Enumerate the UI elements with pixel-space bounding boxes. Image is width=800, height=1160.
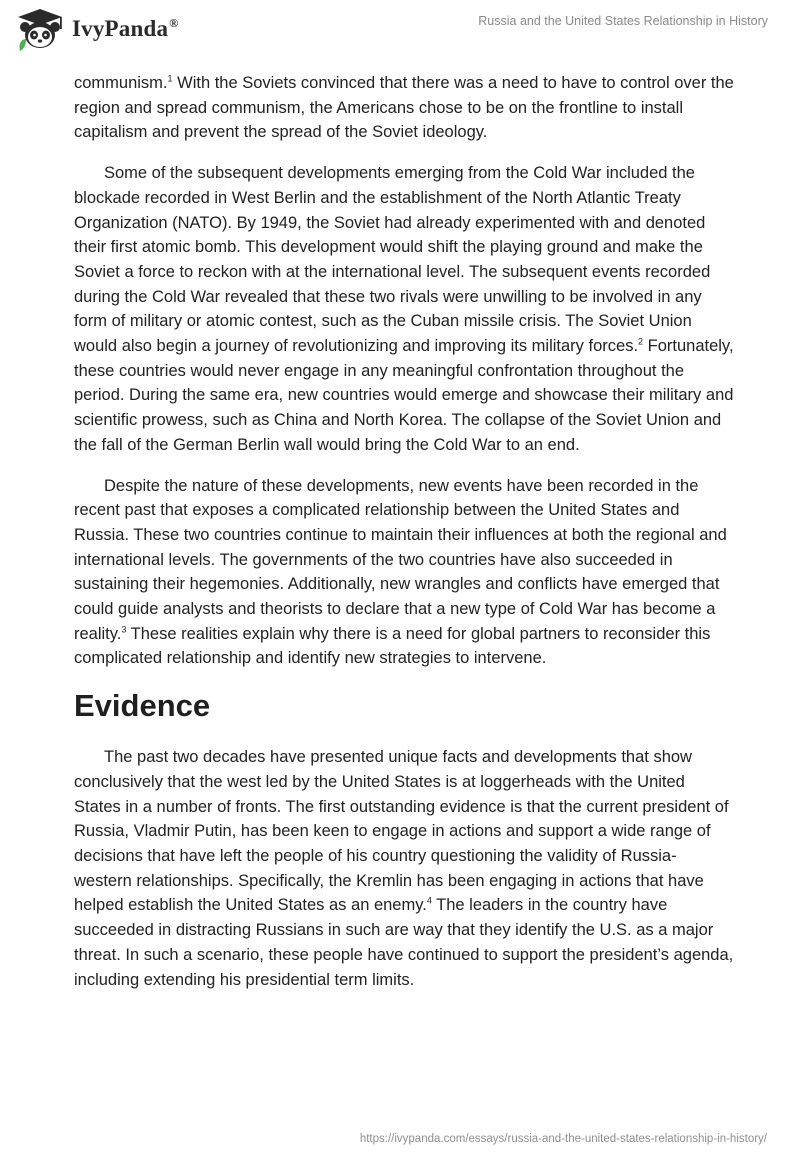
article-body bbox=[74, 71, 734, 1008]
brand-name: IvyPanda® bbox=[72, 16, 179, 41]
footnote-ref-1[interactable]: 1 bbox=[167, 73, 173, 84]
panda-graduate-logo-icon bbox=[14, 7, 66, 51]
paragraph-1: communism.$^1$ With the Soviets convinced that there was a need to have to control over the region and spread communism, the Americans chose to be on the frontline to install capitalism and prevent the spread of the Soviet ideology. bbox=[74, 73, 734, 142]
footnote-ref-4[interactable]: 4 bbox=[426, 895, 432, 906]
paragraph-3: Despite the nature of these developments, new events have been recorded in the recent past that exposes a complicated relationship between the United States and Russia. These two countries continue to maintain their influences at both the regional and international levels. The governments of the two countries have also succeeded in sustaining their hegemonies. Additionally, new wrangles and conflicts have emerged that could guide analysts and theorists to declare that a new type of Cold War has become a reality.$^3$ These realities explain why there is a need for global partners to reconsider this complicated relationship and identify new strategies to intervene. bbox=[74, 476, 727, 668]
document-title: Russia and the United States Relationship in History bbox=[478, 14, 768, 28]
paragraph-4: The past two decades have presented unique facts and developments that show conclusively that the west led by the United States is at loggerheads with the United States in a number of fronts. The first outstanding evidence is that the current president of Russia, Vladmir Putin, has been keen to engage in actions and support a wide range of decisions that have left the people of his country questioning the validity of Russia-western relationships. Specifically, the Kremlin has been engaging in actions that have helped establish the United States as an enemy.$^4$ The leaders in the country have succeeded in distracting Russians in such are way that they identify the U.S. as a major threat. In such a scenario, these people have continued to support the president’s agenda, including extending his presidential term limits. bbox=[74, 748, 734, 989]
paragraph-2: Some of the subsequent developments emerging from the Cold War included the blockade recorded in West Berlin and the establishment of the North Atlantic Treaty Organization (NATO). By 1949, the Soviet had already experimented with and denoted their first atomic bomb. This development would shift the playing ground and make the Soviet a force to reckon with at the international level. The subsequent events recorded during the Cold War revealed that these two rivals were unwilling to be involved in any form of military or atomic contest, such as the Cuban missile crisis. The Soviet Union would also begin a journey of revolutionizing and improving its military forces.$^2$ Fortunately, these countries would never engage in any meaningful confrontation throughout the period. During the same era, new countries would emerge and showcase their military and scientific prowess, such as China and North Korea. The collapse of the Soviet Union and the fall of the German Berlin wall would bring the Cold War to an end. bbox=[74, 164, 734, 454]
footnote-ref-3[interactable]: 3 bbox=[121, 624, 127, 635]
section-heading-evidence: Evidence bbox=[74, 688, 211, 724]
source-url[interactable]: https://ivypanda.com/essays/russia-and-the-united-states-relationship-in-history/ bbox=[359, 1133, 767, 1145]
page-header bbox=[0, 0, 800, 66]
ivypanda-logo[interactable] bbox=[14, 7, 178, 51]
footnote-ref-2[interactable]: 2 bbox=[638, 336, 644, 347]
